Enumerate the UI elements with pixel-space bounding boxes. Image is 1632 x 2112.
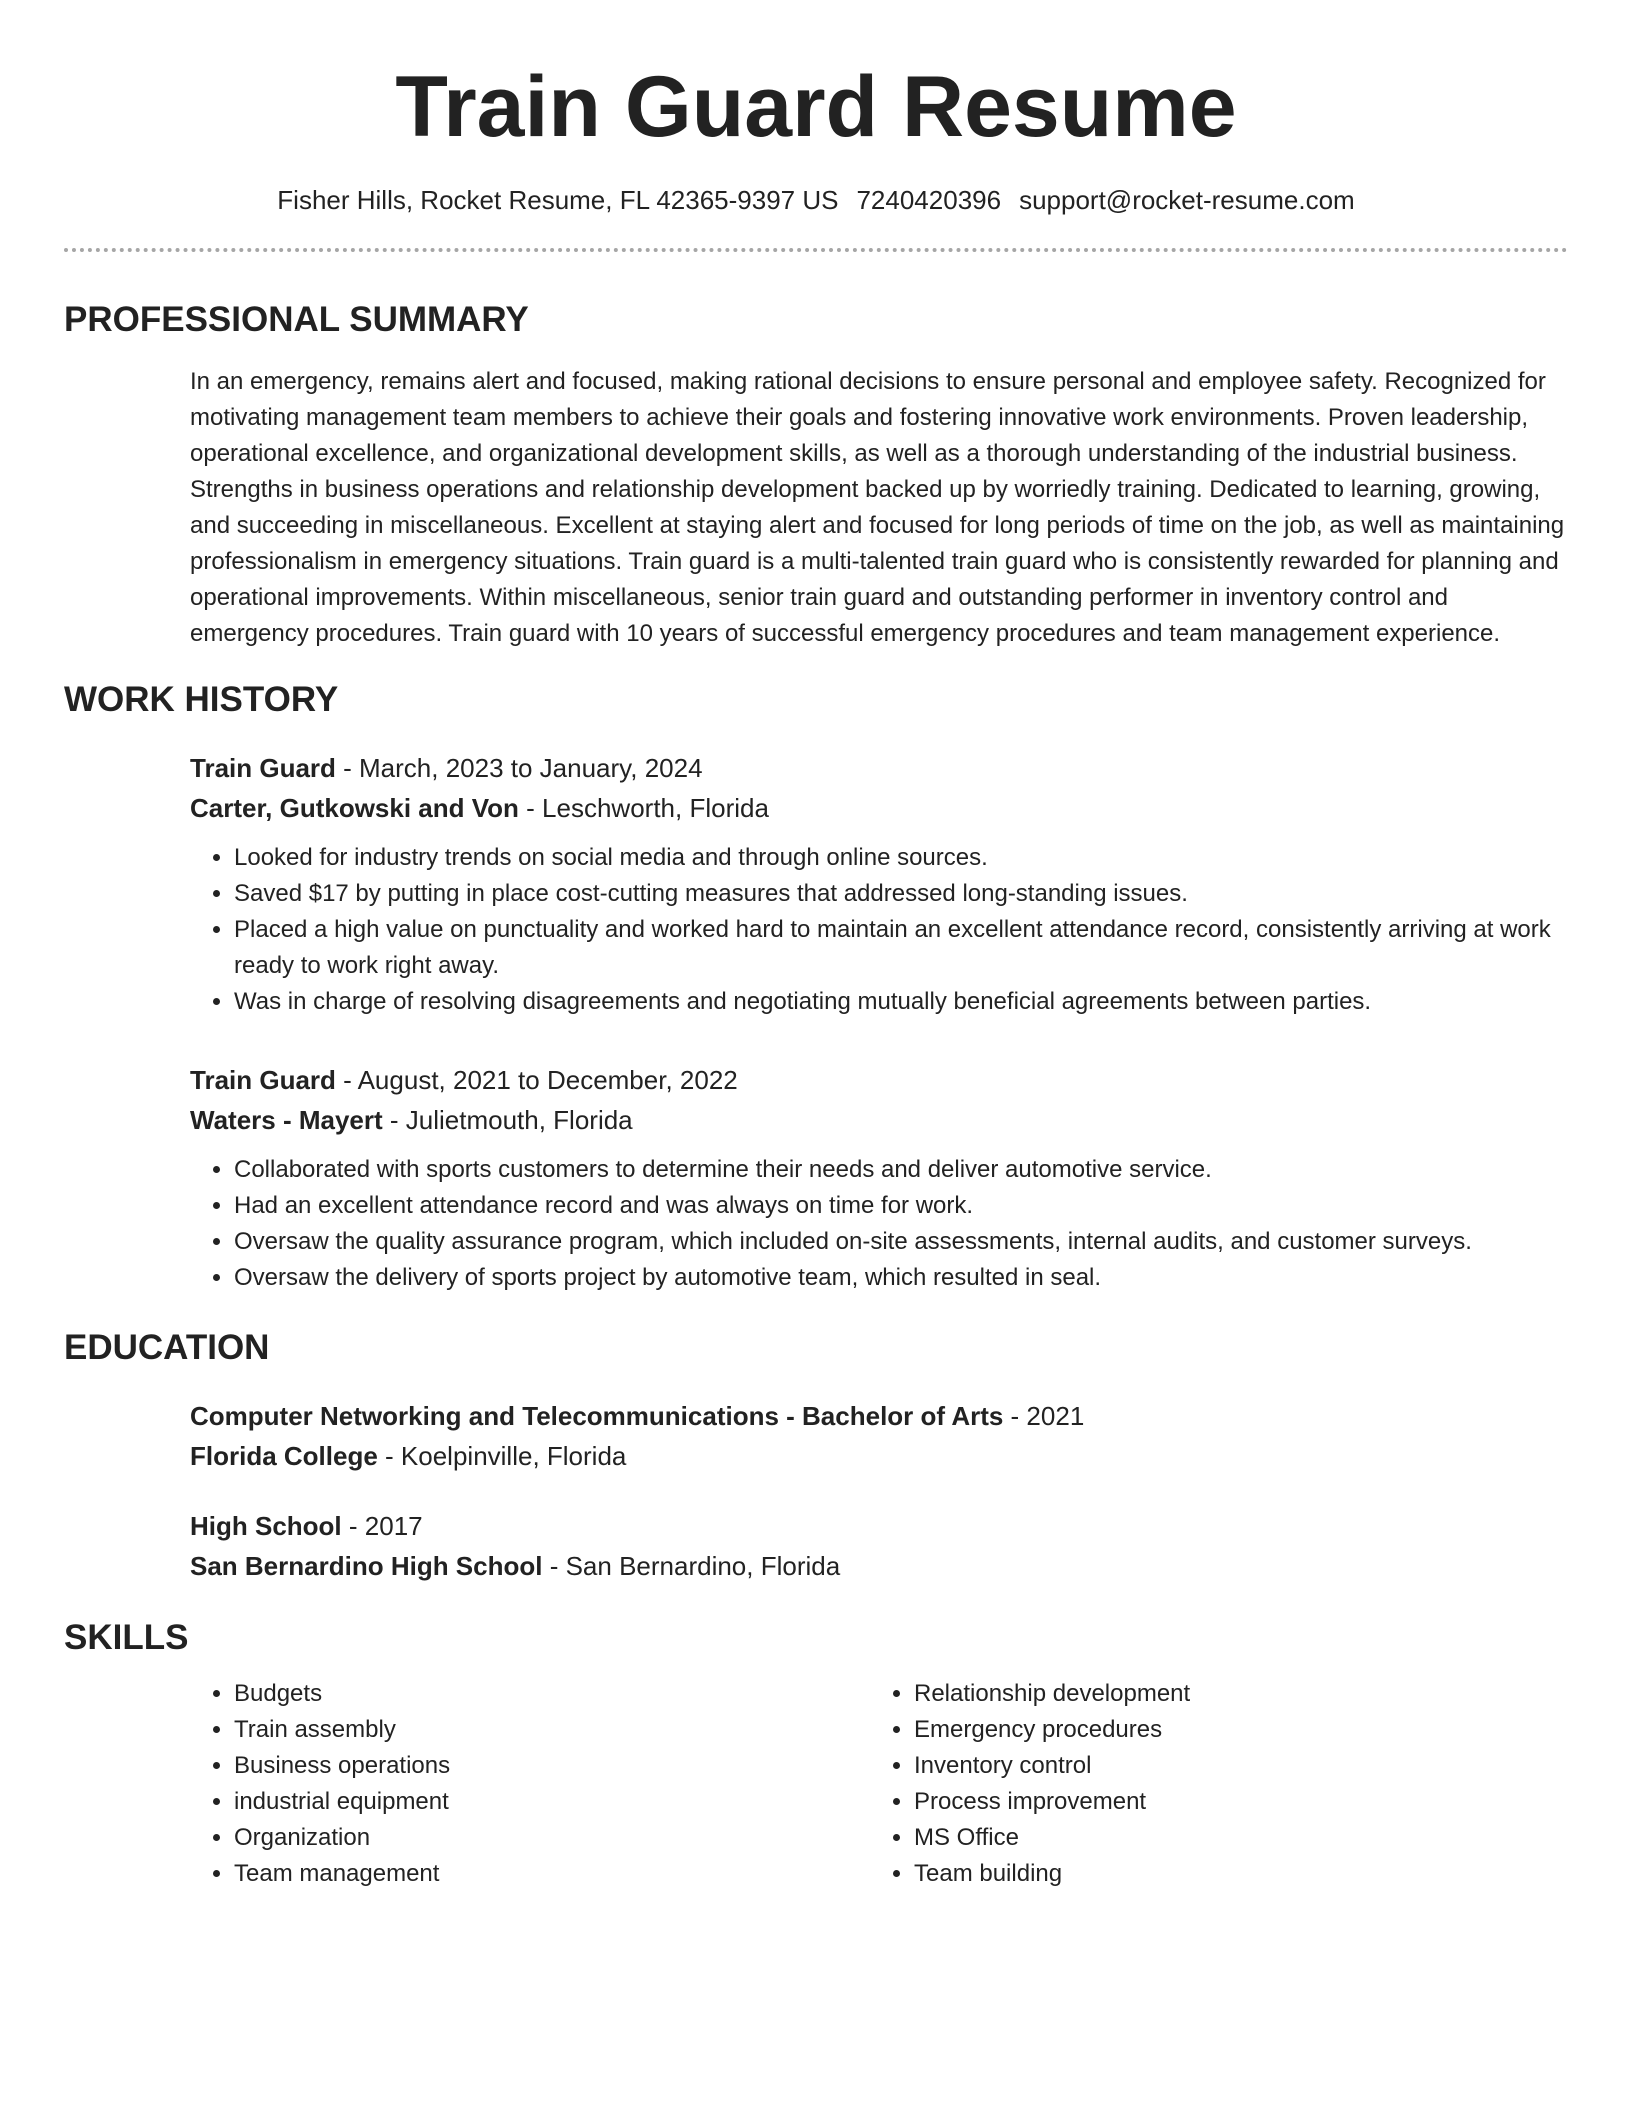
job-title-line (190, 748, 1568, 788)
education-heading: EDUCATION (64, 1328, 270, 1367)
education-entry (190, 1396, 1568, 1476)
education-section (64, 1396, 1568, 1586)
school-location: - San Bernardino, Florida (542, 1551, 841, 1581)
summary-heading: PROFESSIONAL SUMMARY (64, 300, 529, 339)
degree-line (190, 1396, 1568, 1436)
contact-phone: 7240420396 (856, 185, 1002, 215)
skill-item: • industrial equipment (234, 1784, 870, 1820)
job-position: Train Guard (190, 753, 336, 783)
job-dates: - August, 2021 to December, 2022 (335, 1065, 738, 1095)
school-line (190, 1436, 1568, 1476)
summary-text: In an emergency, remains alert and focused, making rational decisions to ensure personal and employee safety. Recognized for motivating management team members to achieve their goals and fostering innovative work environments. Proven leadership, operational excellence, and organizational development skills, as well as a thorough understanding of the industrial business. Strengths in business operations and relationship development backed up by worriedly training. Dedicated to learning, growing, and succeeding in miscellaneous. Excellent at staying alert and focused for long periods of time on the job, as well as maintaining professionalism in emergency situations. Train guard is a multi-talented train guard who is consistently rewarded for planning and operational improvements. Within miscellaneous, senior train guard and outstanding performer in inventory control and emergency procedures. Train guard with 10 years of successful emergency procedures and team management experience. (190, 368, 1565, 647)
job-company-line (190, 1100, 1568, 1140)
job-company-line (190, 788, 1568, 828)
job-location: - Leschworth, Florida (518, 793, 769, 823)
skill-item: • Organization (234, 1820, 870, 1856)
skills-column-right (870, 1676, 1550, 1892)
degree-name: High School (190, 1511, 342, 1541)
contact-email: support@rocket-resume.com (1019, 185, 1355, 215)
job-title-line (190, 1060, 1568, 1100)
skill-item: • Emergency procedures (914, 1712, 1550, 1748)
school-line (190, 1546, 1568, 1586)
resume-title: Train Guard Resume (395, 59, 1237, 155)
job-entry (190, 1060, 1568, 1296)
degree-name: Computer Networking and Telecommunications - Bachelor of Arts (190, 1401, 1004, 1431)
skill-item: • Process improvement (914, 1784, 1550, 1820)
job-dates: - March, 2023 to January, 2024 (335, 753, 703, 783)
summary-section (64, 364, 1568, 652)
skill-item: • Inventory control (914, 1748, 1550, 1784)
skill-item: • Budgets (234, 1676, 870, 1712)
skill-item: • Train assembly (234, 1712, 870, 1748)
degree-year: - 2017 (341, 1511, 423, 1541)
list-item: • Had an excellent attendance record and was always on time for work. (234, 1188, 1568, 1224)
list-item: • Oversaw the delivery of sports project by automotive team, which resulted in seal. (234, 1260, 1568, 1296)
school-location: - Koelpinville, Florida (377, 1441, 627, 1471)
work-history-heading: WORK HISTORY (64, 680, 339, 719)
list-item: • Placed a high value on punctuality and worked hard to maintain an excellent attendance record, consistently arriving at work ready to work right away. (234, 912, 1568, 984)
skill-item: • Relationship development (914, 1676, 1550, 1712)
skill-item: • Team management (234, 1856, 870, 1892)
list-item: • Looked for industry trends on social media and through online sources. (234, 840, 1568, 876)
contact-line (64, 182, 1568, 218)
header-divider (64, 248, 1568, 252)
work-history-section (64, 748, 1568, 1296)
list-item: • Saved $17 by putting in place cost-cutting measures that addressed long-standing issues. (234, 876, 1568, 912)
job-company: Carter, Gutkowski and Von (190, 793, 519, 823)
degree-year: - 2021 (1003, 1401, 1085, 1431)
school-name: Florida College (190, 1441, 378, 1471)
school-name: San Bernardino High School (190, 1551, 543, 1581)
job-entry (190, 748, 1568, 1020)
job-bullets (190, 840, 1568, 1020)
skills-section (64, 1676, 1568, 1892)
skills-heading: SKILLS (64, 1618, 189, 1657)
job-company: Waters - Mayert (190, 1105, 383, 1135)
job-bullets (190, 1152, 1568, 1296)
job-position: Train Guard (190, 1065, 336, 1095)
job-location: - Julietmouth, Florida (382, 1105, 633, 1135)
contact-address: Fisher Hills, Rocket Resume, FL 42365-9397 US (277, 185, 839, 215)
list-item: • Oversaw the quality assurance program, which included on-site assessments, internal audits, and customer surveys. (234, 1224, 1568, 1260)
skill-item: • Team building (914, 1856, 1550, 1892)
list-item: • Was in charge of resolving disagreements and negotiating mutually beneficial agreements between parties. (234, 984, 1568, 1020)
skills-grid (190, 1676, 1568, 1892)
education-entry (190, 1506, 1568, 1586)
skill-item: • MS Office (914, 1820, 1550, 1856)
list-item: • Collaborated with sports customers to determine their needs and deliver automotive service. (234, 1152, 1568, 1188)
degree-line (190, 1506, 1568, 1546)
skill-item: • Business operations (234, 1748, 870, 1784)
skills-column-left (190, 1676, 870, 1892)
